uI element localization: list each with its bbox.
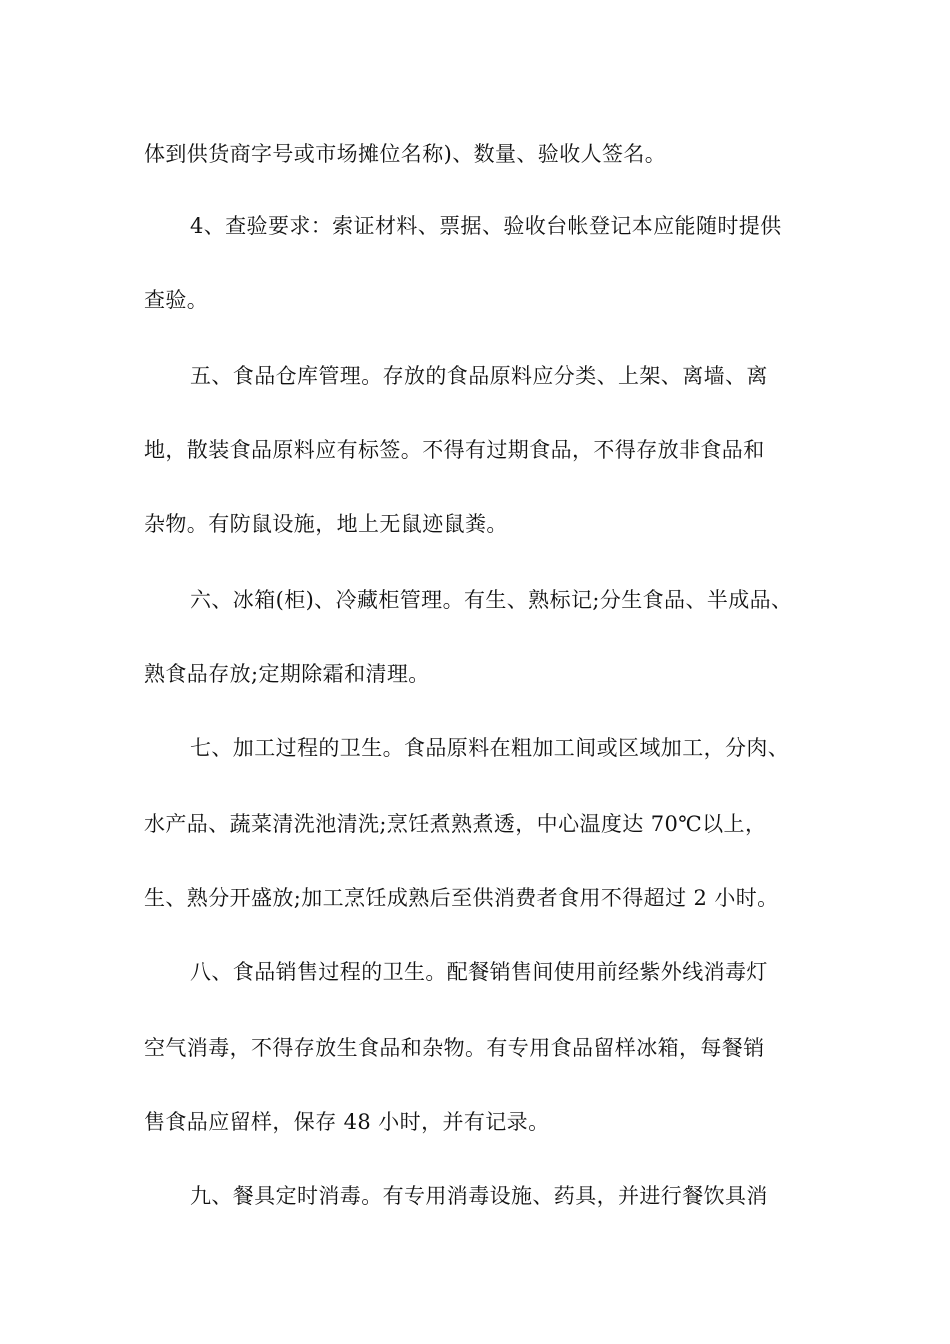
- text-line: 空气消毒，不得存放生食品和杂物。有专用食品留样冰箱，每餐销: [144, 1036, 765, 1060]
- text-line: 水产品、蔬菜清洗池清洗;烹饪煮熟煮透，中心温度达 70℃以上，: [144, 812, 767, 836]
- paragraph-warehouse-management: 五、食品仓库管理。存放的食品原料应分类、上架、离墙、离: [190, 364, 768, 388]
- text-line: 售食品应留样，保存 48 小时，并有记录。: [144, 1110, 550, 1134]
- paragraph-refrigerator-management: 六、冰箱(柜)、冷藏柜管理。有生、熟标记;分生食品、半成品、: [190, 588, 793, 612]
- paragraph-inspection-requirements: 4、查验要求：索证材料、票据、验收台帐登记本应能随时提供: [190, 214, 782, 238]
- text-line: 生、熟分开盛放;加工烹饪成熟后至供消费者食用不得超过 2 小时。: [144, 886, 779, 910]
- text-line: 杂物。有防鼠设施，地上无鼠迹鼠粪。: [144, 512, 508, 536]
- text-line: 查验。: [144, 288, 209, 312]
- text-line: 熟食品存放;定期除霜和清理。: [144, 662, 430, 686]
- paragraph-sales-hygiene: 八、食品销售过程的卫生。配餐销售间使用前经紫外线消毒灯: [190, 960, 768, 984]
- paragraph-tableware-disinfection: 九、餐具定时消毒。有专用消毒设施、药具，并进行餐饮具消: [190, 1184, 768, 1208]
- text-line: 地，散装食品原料应有标签。不得有过期食品，不得存放非食品和: [144, 438, 765, 462]
- paragraph-processing-hygiene: 七、加工过程的卫生。食品原料在粗加工间或区域加工，分肉、: [190, 736, 790, 760]
- text-line: 体到供货商字号或市场摊位名称)、数量、验收人签名。: [144, 142, 667, 166]
